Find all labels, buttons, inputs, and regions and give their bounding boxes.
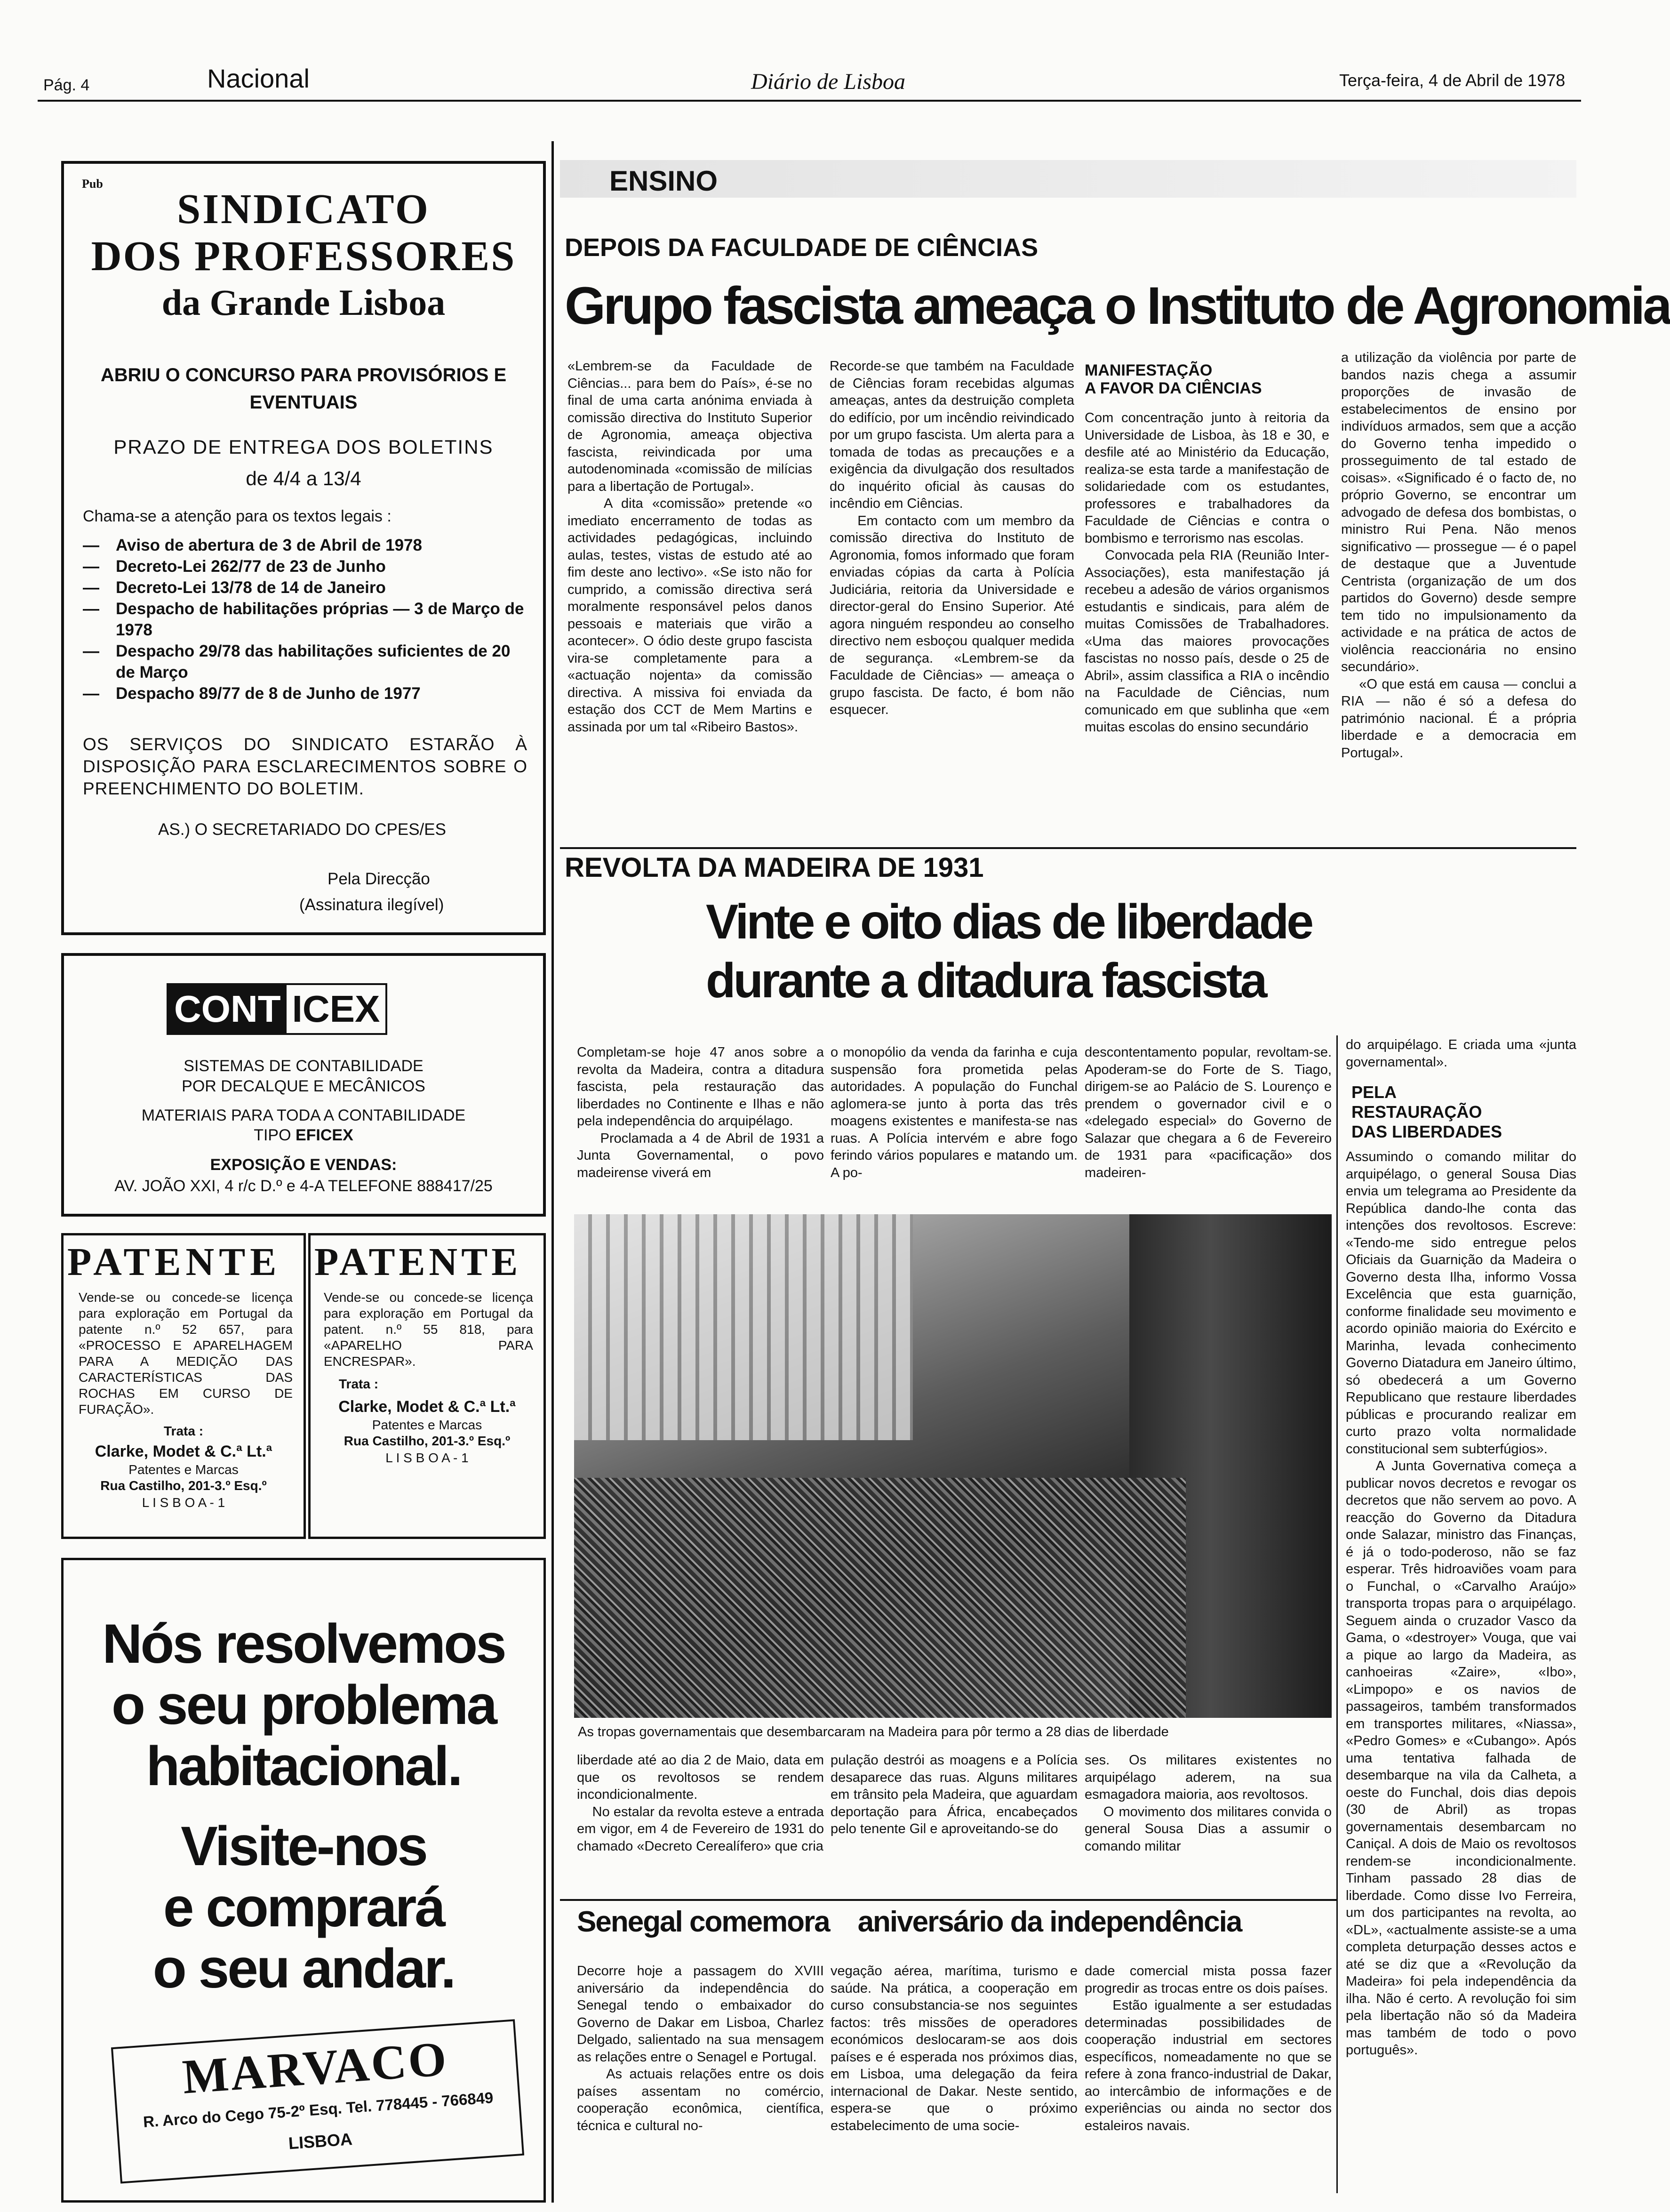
patente-firm: Clarke, Modet & C.ª Lt.ª [338,1398,516,1416]
patente-rua: Rua Castilho, 201-3.º Esq.º [100,1478,267,1493]
patente-cidade: L I S B O A - 1 [142,1495,225,1510]
section-divider [560,847,1576,849]
madeira-col1-top: Completam-se hoje 47 anos sobre a revolta da Madeira, contra a ditadura fascista, pela restauração das liberdades no Continente e Ilhas e não pela independência do arquipélago. Proclamada a 4 de Abril de 1931 a Junta Governamental, o povo madeirense viverá em [577,1045,824,1180]
photo-warehouse [574,1214,913,1440]
marvaco-line: habitacional. [146,1735,461,1797]
page-number: Pág. 4 [43,76,90,94]
pela-direccao: Pela Direcção [328,870,430,888]
madeira-headline-1: Vinte e oito dias de liberdade [706,895,1312,949]
legal-item: — Despacho de habilitações próprias — 3 de Março de 1978 [83,598,530,641]
senegal-headline [577,1905,1241,1939]
madeira-col3-top: descontentamento popular, revoltam-se. Apoderam-se do Forte de S. Tiago, dirigem-se ao Palácio de S. Lourenço e prendem o governador civil e o «delegado especial» do Governo de Salazar que chegara a 6 de Fevereiro de 1931 para «pacificação» dos madeiren- [1085,1045,1336,1180]
madeira-col4-b: Assumindo o comando militar do arquipélago, o general Sousa Dias envia um telegrama ao Presidente da República dando-lhe conta das intenções dos revoltosos. Escreve: «Tendo-me sido entregue pelos Oficiais da Guarnição da Madeira o Governo desta Ilha, informo Vossa Excelência que esta guarnição, conforme finalidade seu movimento e acordo opinião maioria do Exército e Marinha, levada conhecimento Governo Diatadura em Janeiro último, só obedecerá a um Governo Republicano que restaure liberdades públicas e procurando realizar em curto prazo volta normalidade constitucional sem subterfúgios». A Junta Governativa começa a publicar novos decretos e revogar os decretos que não servem ao povo. A reacção do Governo da Ditadura onde Salazar, ministro das Finanças, é já o todo-poderoso, não se faz esperar. Três hidroaviões voam para o Funchal, o «Carvalho Araújo» transporta tropas para o arquipélago. Seguem ainda o cruzador Vasco da Gama, o «destroyer» Vouga, que vai a pique ao largo da Madeira, as canhoeiras «Zaire», «Ibo», «Limpopo» e os navios de passageiros, também transformados em transportes militares, «Niassa», «Pedro Gomes» e «Cubango». Após uma tentativa falhada de desembarque na vila da Calheta, a oeste do Funchal, dois dias depois (30 de Abril) as tropas governamentais desembarcam no Caniçal. A dois de Maio os revoltosos rendem-se incondicionalmente. Tinham passado 28 dias de liberdade. Como disse Ivo Ferreira, um dos participantes na revolta, ao «DL», «actualmente assiste-se a uma completa deturpação desses actos e até se diz que a «Revolução da Madeira» foi pela independência da ilha. Não é certo. A revolução foi sim pela libertação não só da Madeira mas também de todo o povo português». [1346,1149,1577,2058]
ensino-col1: «Lembrem-se da Faculdade de Ciências... para bem do País», é-se no final de uma carta anónima enviada à comissão directiva do Instituto Superior de Agronomia, ameaça objectiva fascista, reivindicada por uma autodenominada «comissão de milícias para a libertação de Portugal». A dita «comissão» pretende «o imediato encerramento de todas as actividades pedagógicas, incluindo aulas, testes, vistas de estudo até ao fim deste ano lectivo». «Se isto não for cumprido, a comissão directiva será moralmente responsável pelos danos pessoais e materiais que virão a acontecer». O ódio deste grupo fascista vira-se completamente para a «actuação nojenta» da comissão directiva. A missiva foi enviada da estação dos CCT de Mem Martins e assinada por um tal «Ribeiro Bastos». [567,359,813,735]
senegal-col1: Decorre hoje a passagem do XVIII aniversário da independência do Senegal tendo o embaixador do Governo de Dakar em Lisboa, Charlez Delgado, salientado na sua mensagem as relações entre o Senagel e Portugal. As actuais relações entre os dois países assentam no comércio, cooperação econômica, científica, técnica e cultural no- [577,1964,824,2133]
column-rule [551,141,554,2203]
patente-marcas: Patentes e Marcas [372,1418,482,1432]
conticex-tipo: TIPO [254,1126,296,1144]
legal-item: — Aviso de abertura de 3 de Abril de 1978 [83,535,530,556]
madeira-col4-head3: DAS LIBERDADES [1351,1122,1502,1141]
chama-text: Chama-se a atenção para os textos legais : [83,507,392,525]
patente-title: PATENTE [67,1240,281,1284]
patente-cidade: L I S B O A - 1 [385,1451,469,1465]
conticex-address: AV. JOÃO XXI, 4 r/c D.º e 4-A TELEFONE 888417/25 [114,1177,493,1195]
senegal-headline-a: Senegal comemora [577,1906,830,1938]
conticex-exposicao: EXPOSIÇÃO E VENDAS: [210,1156,397,1174]
madeira-headline-2: durante a ditadura fascista [706,954,1265,1008]
marvaco-city: LISBOA [288,2129,353,2153]
conticex-line4 [64,1126,543,1145]
marvaco-line: o seu problema [111,1674,496,1736]
legal-item: — Decreto-Lei 262/77 de 23 de Junho [83,556,530,577]
ad-marvaco [61,1558,546,2203]
madeira-col4-rule [1336,1035,1338,2193]
marvaco-line: Visite-nos [181,1815,426,1877]
ensino-col4: a utilização da violência por parte de bandos nazis chega a assumir proporções de invasão de estabelecimentos de ensino por indivíduos armados, sem que a acção do Governo tenha impedido o prosseguimento de tal estado de coisas». «Significado é o facto de, no próprio Governo, se encontrar um advogado de defesa dos bombistas, o ministro Rui Pena. Não menos significativo — prossegue — é o papel de destaque que a Juventude Centrista (organização de um dos partidos do Governo) desde sempre tem tido no impulsionamento da actividade e na prática de actos de violência reaccionária no ensino secundário». «O que está em causa — conclui a RIA — não é só a defesa do património nacional. É a própria liberdade e a democracia em Portugal». [1341,350,1576,761]
patente-title: PATENTE [314,1240,522,1284]
ensino-kicker: ENSINO [609,165,718,197]
legal-texts-list [83,535,530,704]
marvaco-brand: MARVACO [180,2031,450,2104]
legal-item: — Despacho 89/77 de 8 de Junho de 1977 [83,683,530,704]
assinatura-ilegivel: (Assinatura ilegível) [299,896,444,914]
madeira-col1-bot: liberdade até ao dia 2 de Maio, data em que os revoltosos se rendem incondicionalmente. No estalar da revolta esteve a entrada em vigor, em 4 de Fevereiro de 1931 do chamado «Decreto Cerealífero» que cria [577,1753,824,1854]
ad-patente-left [61,1233,306,1539]
issue-date: Terça-feira, 4 de Abril de 1978 [1339,71,1566,90]
ensino-col2: Recorde-se que também na Faculdade de Ciências foram recebidas algumas ameaças, antes da destruição completa do edifício, por um incêndio reivindicado por um grupo fascista. Um alerta para a tomada de todas as precauções e a exigência da divulgação dos resultados do inquérito oficial às causas do incêndio em Ciências. Em contacto com um membro da comissão directiva do Instituto de Agronomia, fomos informado que foram enviadas cópias da carta à Polícia Judiciária, reitoria da Universidade e director-geral do Ensino Superior. Até agora ninguém respondeu ao conselho directivo nem esboçou qualquer medida de segurança. «Lembrem-se da Faculdade de Ciências» — ameaça o grupo fascista. De facto, é bom não esquecer. [830,359,1074,717]
marvaco-line: Nós resolvemos [102,1613,505,1675]
senegal-col3: dade comercial mista possa fazer progredir as trocas entre os dois países. Estão igualmente a ser estudadas determinadas possibilidades de cooperação industrial em sectores específicos, nomeadamente no que se refere à zona franco-industrial de Dakar, ao intercâmbio de informações e de experiências ou ainda no sector dos estaleiros navais. [1085,1964,1332,2133]
conticex-line2: POR DECALQUE E MECÂNICOS [182,1077,425,1095]
ad-conticex [61,953,546,1217]
conticex-line3: MATERIAIS PARA TODA A CONTABILIDADE [141,1106,466,1124]
senegal-headline-b: aniversário da independência [857,1906,1242,1938]
ensino-col3-head2: A FAVOR DA CIÊNCIAS [1085,379,1262,397]
prazo-datas: de 4/4 a 13/4 [246,467,361,489]
patente-trata: Trata : [339,1377,379,1391]
prazo-text: PRAZO DE ENTREGA DOS BOLETINS [113,436,494,458]
pub-label: Pub [82,177,103,191]
photo-crowd [574,1478,1186,1718]
senegal-divider [560,1899,1336,1901]
madeira-col4-head2: RESTAURAÇÃO [1351,1102,1482,1122]
conticex-eficex: EFICEX [295,1126,353,1144]
marvaco-address: R. Arco do Cego 75-2º Esq. Tel. 778445 - 766849 [142,2088,494,2131]
patente-body: Vende-se ou concede-se licença para exploração em Portugal da patente n.º 52 657, para «PROCESSO E APARELHAGEM PARA A MEDIÇÃO DAS CARACTERÍSTICAS DAS ROCHAS EM CURSO DE FURAÇÃO». [79,1290,293,1417]
secretariado-signature: AS.) O SECRETARIADO DO CPES/ES [158,820,446,839]
conticex-logo [167,983,387,1035]
legal-item: — Decreto-Lei 13/78 de 14 de Janeiro [83,577,530,598]
madeira-col3-bot: ses. Os militares existentes no arquipélago aderem, na sua esmagadora maioria, aos revoltosos. O movimento dos militares convida o general Sousa Dias a assumir o comando militar [1085,1753,1332,1854]
marvaco-line: o seu andar. [152,1938,455,2000]
conticex-logo-a: CONT [168,985,287,1033]
sindicato-title2: DOS PROFESSORES [91,233,516,280]
senegal-col2: vegação aérea, marítima, turismo e saúde. Na prática, a cooperação em curso consubstancia-se nos seguintes factos: três missões de operadores económicos deslocaram-se aos dois países e é esperada nos próximos dias, em Lisboa, uma delegação da feira internacional de Dakar. Neste sentido, espera-se que o próximo estabelecimento de uma socie- [831,1964,1082,2133]
legal-item: — Despacho 29/78 das habilitações suficientes de 20 de Março [83,641,530,683]
section-name: Nacional [207,64,310,93]
conticex-logo-b: ICEX [292,988,380,1030]
madeira-photo-caption: As tropas governamentais que desembarcaram na Madeira para pôr termo a 28 dias de liberdade [578,1724,1169,1739]
patente-firm: Clarke, Modet & C.ª Lt.ª [95,1443,272,1460]
ensino-headline: Grupo fascista ameaça o Instituto de Agronomia [565,276,1670,335]
madeira-photo [574,1214,1332,1718]
patente-rua: Rua Castilho, 201-3.º Esq.º [344,1434,511,1448]
madeira-kicker: REVOLTA DA MADEIRA DE 1931 [565,852,984,883]
patente-trata: Trata : [163,1424,204,1438]
ensino-subhead: DEPOIS DA FACULDADE DE CIÊNCIAS [565,233,1039,262]
sindicato-title3: da Grande Lisboa [161,282,446,323]
sindicato-title1: SINDICATO [177,186,430,232]
ad-sindicato [61,161,546,935]
servicos-text: OS SERVIÇOS DO SINDICATO ESTARÃO À DISPOSIÇÃO PARA ESCLARECIMENTOS SOBRE O PREENCHIMENTO DO BOLETIM. [83,735,527,798]
ensino-col3-head1: MANIFESTAÇÃO [1085,361,1213,379]
patente-body: Vende-se ou concede-se licença para exploração em Portugal da patent. n.º 55 818, para «APARELHO PARA ENCRESPAR». [324,1290,533,1369]
madeira-col2-bot: pulação destrói as moagens e a Polícia desaparece das ruas. Alguns militares em trânsito pela Madeira, que aguardam deportação para África, encabeçados pelo tenente Gil e aproveitando-se do [831,1753,1082,1836]
concurso-text: ABRIU O CONCURSO PARA PROVISÓRIOS E EVENTUAIS [100,365,507,413]
marvaco-logo-box [111,2019,524,2183]
madeira-col4-head1: PELA [1351,1082,1397,1102]
ad-patente-right [308,1233,546,1539]
masthead: Diário de Lisboa [751,69,906,94]
marvaco-line: e comprará [163,1876,444,1939]
madeira-col2-top: o monopólio da venda da farinha e cuja suspensão fora prometida pelas autoridades. A população do Funchal aglomera-se junto à porta das três moagens existentes e manifesta-se nas ruas. A Polícia intervém e abre fogo ferindo vários populares e matando um. A po- [831,1045,1082,1180]
conticex-line1: SISTEMAS DE CONTABILIDADE [184,1057,423,1075]
ensino-col3: Com concentração junto à reitoria da Universidade de Lisboa, às 18 e 30, e desfile até ao Ministério da Educação, realiza-se esta tarde a manifestação de solidariedade com os estudantes, professores e trabalhadores da Faculdade de Ciências e contra o bombismo e terrorismo nas escolas. Convocada pela RIA (Reunião Inter-Associações), esta manifestação já recebeu a adesão de vários organismos estudantis e sindicais, para além de muitas Comissões de Trabalhadores. «Uma das maiores provocações fascistas no nosso país, desde o 25 de Abril», assim classifica a RIA o incêndio na Faculdade de Ciências, num comunicado em que sublinha que «em muitas escolas do ensino secundário [1085,410,1329,735]
header-rule [38,100,1581,102]
patente-marcas: Patentes e Marcas [128,1462,239,1477]
madeira-col4-a: do arquipélago. E criada uma «junta governamental». [1346,1037,1581,1070]
